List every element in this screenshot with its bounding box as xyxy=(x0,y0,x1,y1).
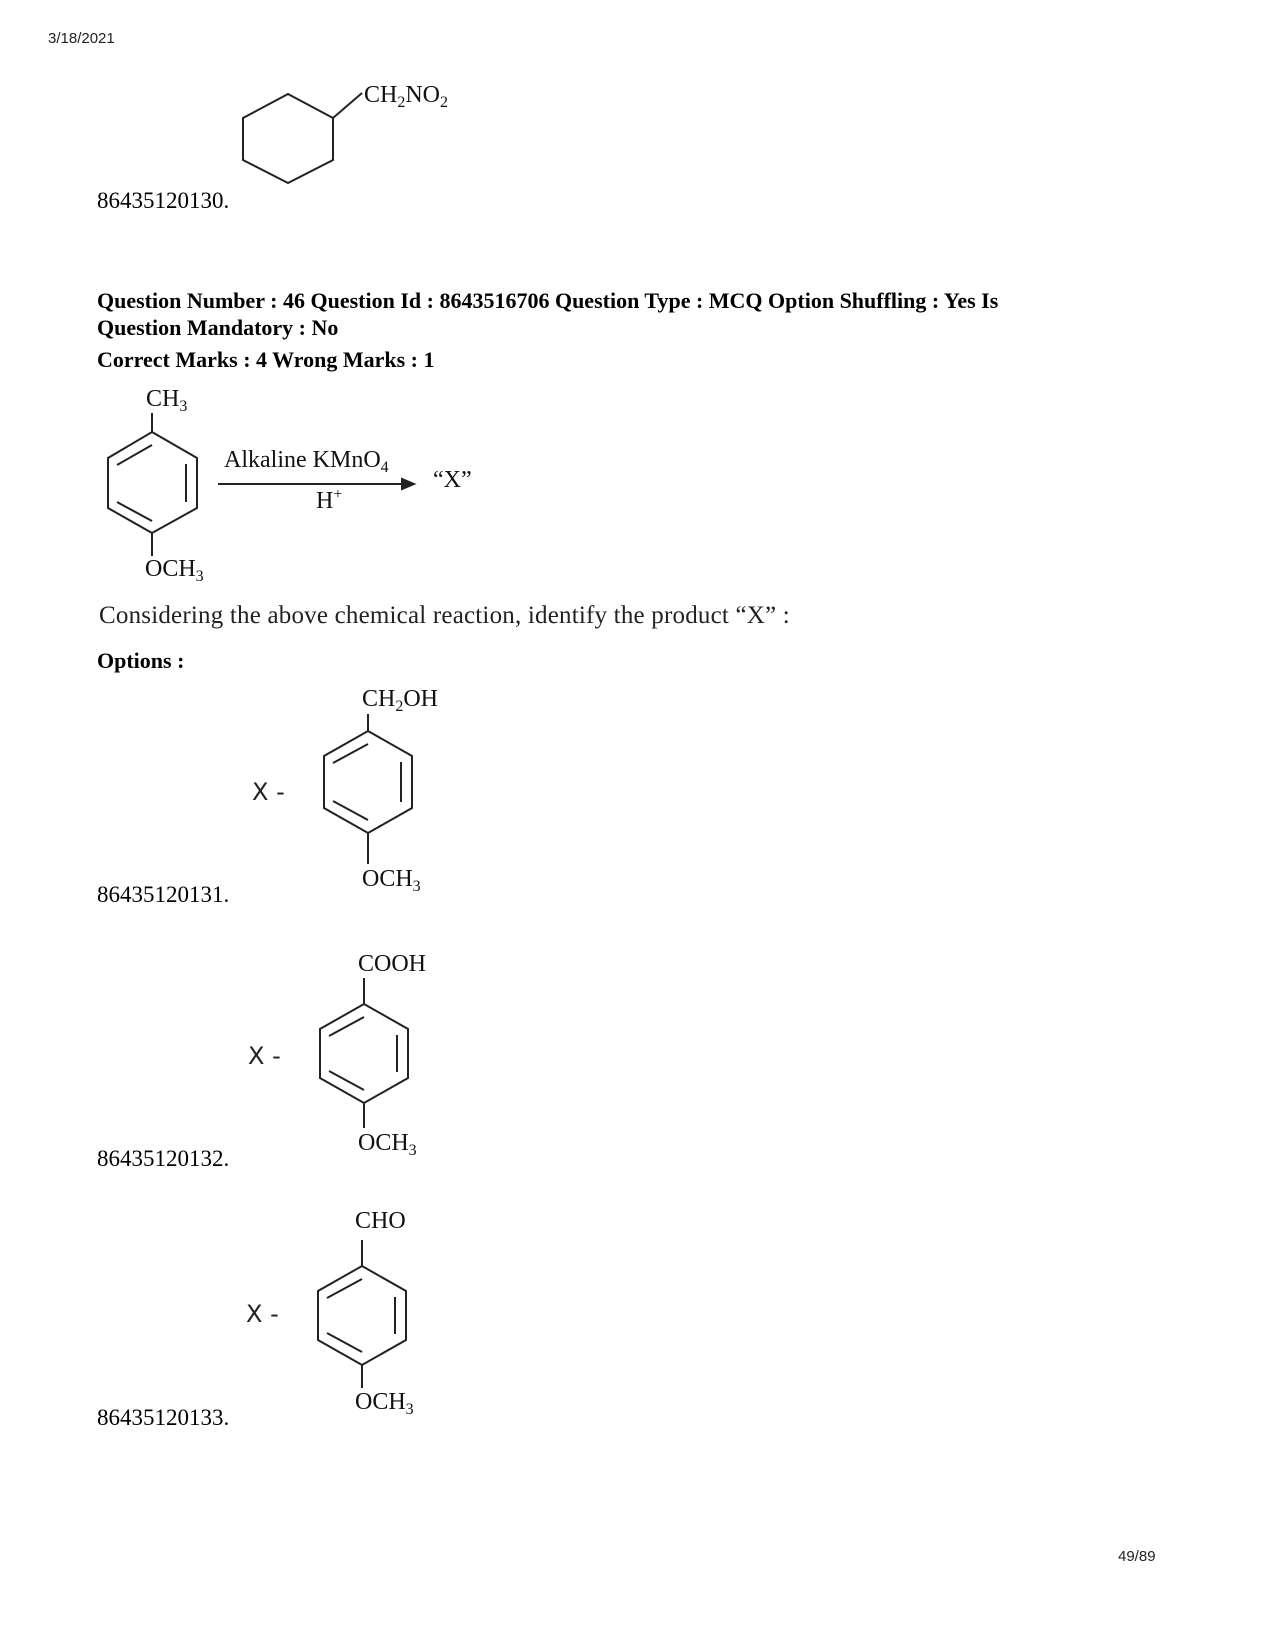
option-x-label: X - xyxy=(248,1042,281,1070)
reagent-label: Alkaline KMnO$_4$ xyxy=(224,447,389,476)
product-label: “X” xyxy=(433,467,472,493)
option-1-top-group: $CH_2OH$ xyxy=(362,686,439,715)
option-2-bottom-group: $OCH_3$ xyxy=(358,1130,417,1159)
question-meta-line2: Question Mandatory : No xyxy=(97,315,339,340)
option-2-top-group: COOH xyxy=(358,951,427,977)
option-3-bottom-group: $OCH_3$ xyxy=(355,1389,414,1418)
option-x-label: X - xyxy=(246,1300,279,1328)
condition-label: H+ xyxy=(316,486,343,514)
options-label: Options : xyxy=(97,648,185,673)
question-marks: Correct Marks : 4 Wrong Marks : 1 xyxy=(97,347,435,372)
reactant-bottom-group: $OCH_3$ xyxy=(145,556,204,585)
option-3-benzene-ring xyxy=(0,0,1,1)
option-id-132[interactable]: 86435120132. xyxy=(97,1146,230,1171)
cyclohexane-substituent-label: $CH_2NO_2$ xyxy=(364,82,449,111)
option-x-label: X - xyxy=(252,778,285,806)
print-date: 3/18/2021 xyxy=(48,30,115,47)
question-meta-line1: Question Number : 46 Question Id : 8643516706 Question Type : MCQ Option Shuffling : Yes Is xyxy=(97,288,999,313)
option-3-top-group: CHO xyxy=(355,1208,406,1234)
question-meta xyxy=(97,287,1197,341)
option-id-133[interactable]: 86435120133. xyxy=(97,1405,230,1430)
option-id-130: 86435120130. xyxy=(97,188,230,213)
page-number: 49/89 xyxy=(1118,1548,1156,1565)
reactant-top-group: $CH_3$ xyxy=(146,386,188,415)
question-prompt: Considering the above chemical reaction, identify the product “X” : xyxy=(99,602,790,629)
option-id-131[interactable]: 86435120131. xyxy=(97,882,230,907)
option-1-bottom-group: $OCH_3$ xyxy=(362,866,421,895)
